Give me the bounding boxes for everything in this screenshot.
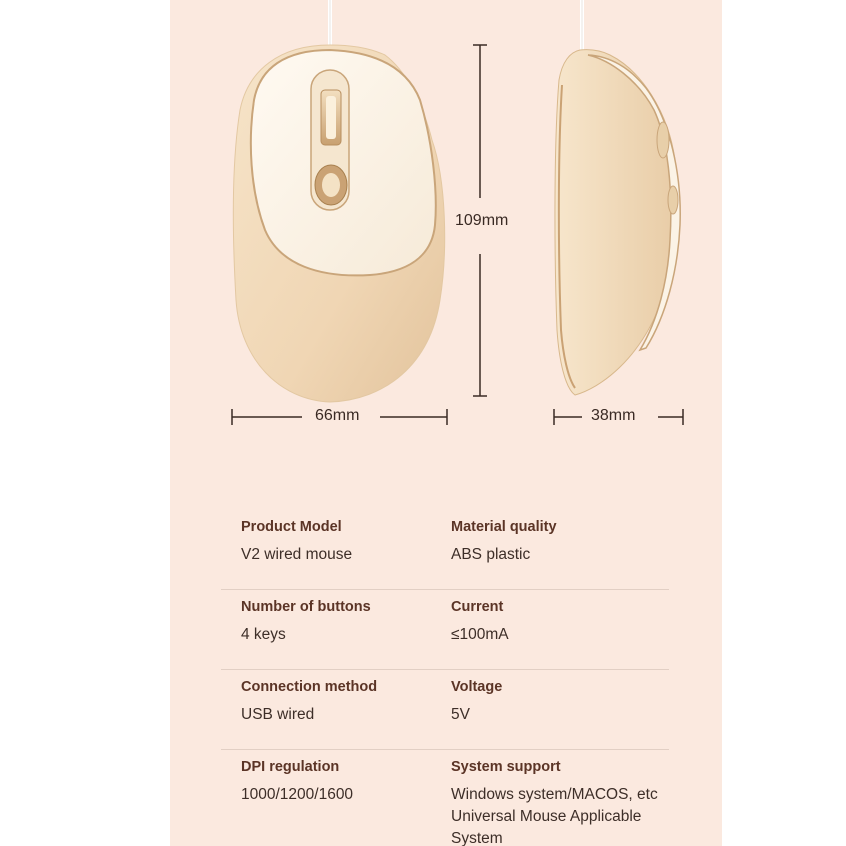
spec-title-material: Material quality — [451, 519, 557, 535]
spec-value-dpi: 1000/1200/1600 — [241, 786, 354, 803]
length-label: 109mm — [451, 212, 512, 230]
spec-cell — [241, 758, 441, 806]
spec-cell — [451, 758, 669, 846]
spec-title-system: System support — [451, 759, 561, 775]
mouse-top-view — [233, 0, 444, 402]
spec-title-product-model: Product Model — [241, 519, 342, 535]
spec-cell — [241, 518, 441, 566]
spec-row — [221, 590, 669, 670]
spec-value-voltage: 5V — [451, 706, 470, 723]
spec-value-current: ≤100mA — [451, 626, 509, 643]
spec-cell — [451, 678, 669, 726]
spec-title-connection: Connection method — [241, 679, 378, 695]
spec-title-voltage: Voltage — [451, 679, 503, 695]
product-panel — [170, 0, 722, 846]
spec-cell — [451, 598, 669, 646]
spec-value-material: ABS plastic — [451, 546, 531, 563]
spec-title-dpi: DPI regulation — [241, 759, 340, 775]
spec-cell — [241, 678, 441, 726]
spec-value-product-model: V2 wired mouse — [241, 546, 353, 563]
mouse-side-view — [555, 0, 680, 395]
spec-table — [221, 510, 669, 846]
spec-cell — [241, 598, 441, 646]
spec-value-buttons: 4 keys — [241, 626, 286, 643]
spec-title-current: Current — [451, 599, 504, 615]
height-label: 38mm — [587, 407, 639, 425]
spec-title-buttons: Number of buttons — [241, 599, 371, 615]
spec-value-connection: USB wired — [241, 706, 315, 723]
spec-cell — [451, 518, 669, 566]
spec-row — [221, 510, 669, 590]
spec-row — [221, 750, 669, 846]
width-label: 66mm — [311, 407, 363, 425]
spec-value-system: Windows system/MACOS, etc Universal Mouse Applicable System — [451, 786, 658, 846]
spec-row — [221, 670, 669, 750]
